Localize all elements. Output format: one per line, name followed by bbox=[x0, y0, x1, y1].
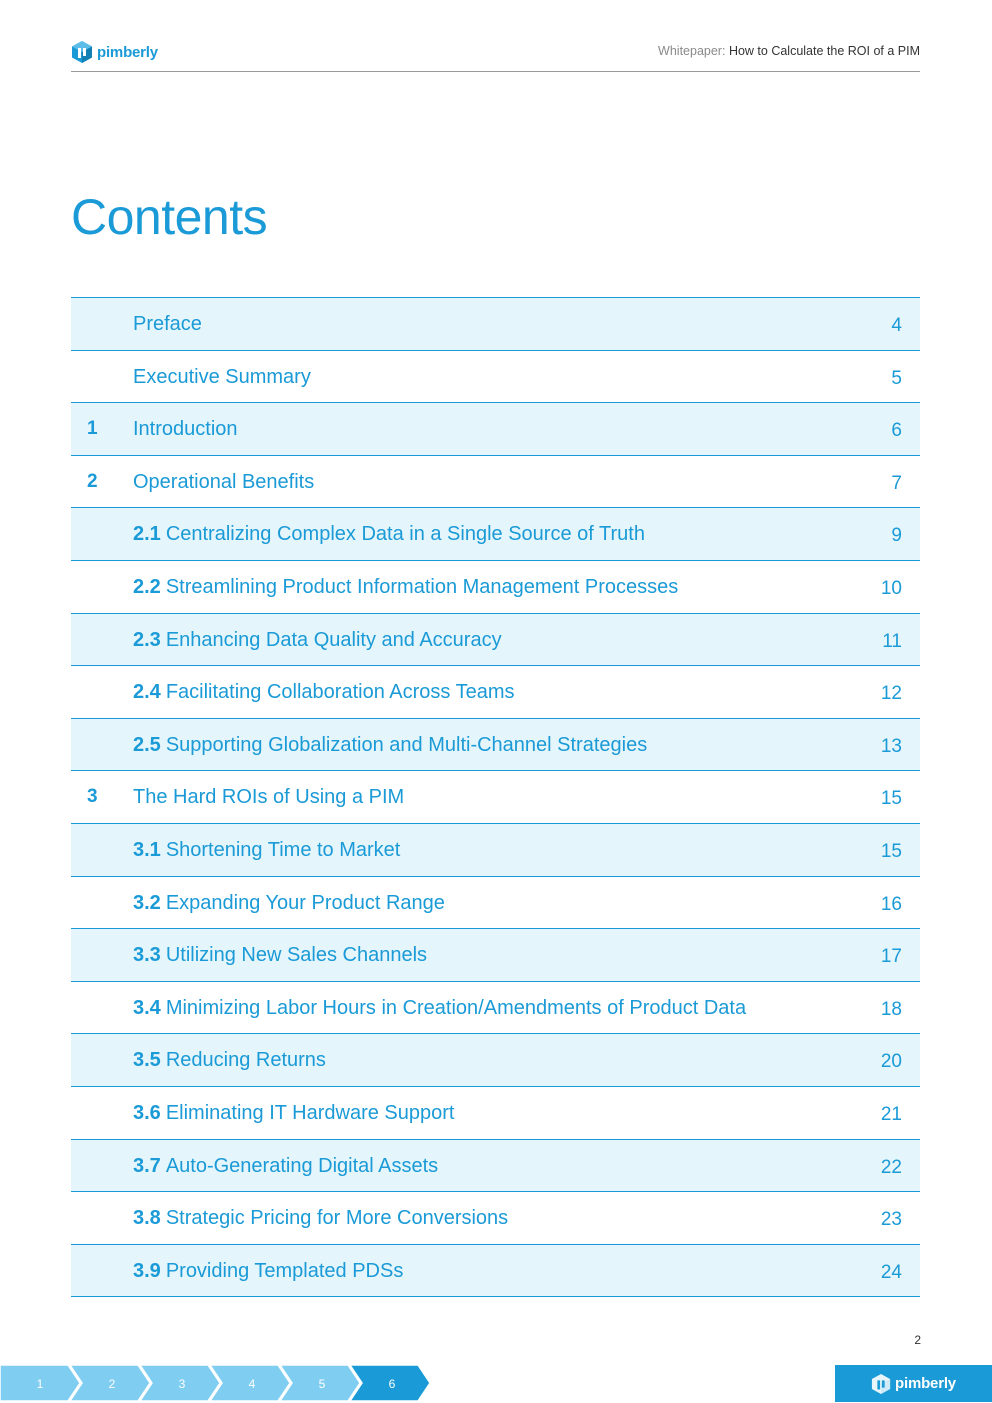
toc-row[interactable] bbox=[71, 824, 920, 877]
toc-page-number: 20 bbox=[880, 1051, 902, 1073]
toc-page-number: 4 bbox=[891, 315, 902, 336]
header-brand: pimberly bbox=[97, 43, 158, 61]
toc-entry-label[interactable] bbox=[133, 1192, 508, 1244]
toc-subsection-number: 2.1 bbox=[133, 523, 161, 546]
toc-entry-label[interactable] bbox=[133, 1140, 438, 1192]
toc-subsection-number: 2.2 bbox=[133, 575, 161, 598]
toc-row[interactable] bbox=[71, 508, 920, 561]
toc-row[interactable] bbox=[71, 561, 920, 614]
toc-row[interactable] bbox=[71, 1192, 920, 1245]
header-logo[interactable] bbox=[71, 40, 158, 64]
table-of-contents bbox=[71, 297, 920, 1297]
toc-row[interactable] bbox=[71, 351, 920, 404]
toc-entry-label[interactable] bbox=[133, 1245, 403, 1297]
toc-entry-text: Auto-Generating Digital Assets bbox=[165, 1154, 439, 1177]
toc-subsection-number: 3.2 bbox=[133, 891, 161, 914]
toc-entry-label[interactable] bbox=[133, 666, 515, 718]
toc-page-number: 22 bbox=[880, 1156, 902, 1178]
toc-entry-text: Centralizing Complex Data in a Single Source of Truth bbox=[165, 523, 645, 546]
nav-step-label: 3 bbox=[178, 1377, 186, 1391]
toc-subsection-number: 2.3 bbox=[133, 628, 161, 651]
toc-row[interactable] bbox=[71, 403, 920, 456]
toc-row[interactable] bbox=[71, 1140, 920, 1193]
toc-section-number: 2 bbox=[87, 470, 98, 492]
toc-page-number: 6 bbox=[891, 420, 902, 442]
toc-entry-text: Expanding Your Product Range bbox=[165, 891, 445, 914]
section-nav bbox=[0, 1365, 440, 1401]
footer-brand: pimberly bbox=[895, 1375, 956, 1392]
toc-row[interactable] bbox=[71, 877, 920, 930]
toc-page-number: 21 bbox=[880, 1103, 902, 1125]
toc-page-number: 9 bbox=[891, 525, 902, 547]
toc-entry-text: Reducing Returns bbox=[165, 1049, 326, 1072]
toc-row[interactable] bbox=[71, 1034, 920, 1087]
toc-entry-label[interactable] bbox=[133, 824, 400, 876]
toc-row[interactable] bbox=[71, 298, 920, 351]
toc-page-number: 11 bbox=[882, 630, 902, 652]
toc-entry-label[interactable] bbox=[133, 1034, 326, 1086]
toc-entry-label[interactable] bbox=[133, 456, 314, 508]
toc-entry-text: Executive Summary bbox=[133, 365, 311, 388]
toc-subsection-number: 3.5 bbox=[133, 1049, 161, 1072]
toc-section-number: 1 bbox=[87, 418, 98, 440]
toc-entry-text: Minimizing Labor Hours in Creation/Amendments of Product Data bbox=[165, 996, 747, 1019]
toc-subsection-number: 3.6 bbox=[133, 1101, 161, 1124]
toc-entry-text: Facilitating Collaboration Across Teams bbox=[165, 681, 515, 704]
toc-page-number: 5 bbox=[891, 367, 902, 389]
toc-entry-label[interactable] bbox=[133, 719, 647, 771]
toc-entry-text: Providing Templated PDSs bbox=[165, 1259, 404, 1282]
toc-entry-text: The Hard ROIs of Using a PIM bbox=[133, 786, 405, 809]
header-document-title bbox=[658, 44, 920, 58]
nav-step-6[interactable] bbox=[350, 1365, 432, 1401]
toc-entry-text: Supporting Globalization and Multi-Channel Strategies bbox=[165, 733, 648, 756]
nav-step-label: 5 bbox=[318, 1377, 326, 1391]
toc-row[interactable] bbox=[71, 614, 920, 667]
toc-entry-label[interactable] bbox=[133, 929, 427, 981]
toc-page-number: 23 bbox=[880, 1209, 902, 1231]
toc-row[interactable] bbox=[71, 982, 920, 1035]
toc-page-number: 18 bbox=[880, 998, 902, 1020]
toc-row[interactable] bbox=[71, 1087, 920, 1140]
toc-entry-label[interactable] bbox=[133, 1087, 454, 1139]
nav-step-label: 4 bbox=[248, 1377, 256, 1391]
toc-section-number: 3 bbox=[87, 786, 98, 808]
toc-entry-label[interactable] bbox=[133, 982, 746, 1034]
toc-subsection-number: 3.1 bbox=[133, 838, 161, 861]
toc-entry-label[interactable] bbox=[133, 351, 311, 403]
toc-row[interactable] bbox=[71, 1245, 920, 1298]
toc-subsection-number: 3.9 bbox=[133, 1259, 161, 1282]
toc-entry-label[interactable] bbox=[133, 614, 502, 666]
toc-entry-label[interactable] bbox=[133, 403, 238, 455]
toc-entry-label[interactable] bbox=[133, 877, 445, 929]
toc-page-number: 13 bbox=[880, 735, 902, 757]
toc-subsection-number: 2.5 bbox=[133, 733, 161, 756]
toc-entry-text: Shortening Time to Market bbox=[165, 838, 401, 861]
toc-entry-text: Streamlining Product Information Management Processes bbox=[165, 575, 679, 598]
toc-page-number: 24 bbox=[880, 1261, 902, 1283]
footer-logo[interactable] bbox=[835, 1365, 992, 1402]
header-doc-type: Whitepaper: bbox=[658, 44, 726, 58]
toc-entry-text: Eliminating IT Hardware Support bbox=[165, 1101, 455, 1124]
toc-row[interactable] bbox=[71, 666, 920, 719]
toc-entry-label[interactable] bbox=[133, 508, 645, 560]
toc-subsection-number: 3.3 bbox=[133, 944, 161, 967]
toc-entry-label[interactable] bbox=[133, 298, 202, 350]
toc-subsection-number: 2.4 bbox=[133, 681, 161, 704]
nav-step-label: 2 bbox=[108, 1377, 116, 1391]
toc-row[interactable] bbox=[71, 456, 920, 509]
pimberly-cube-icon bbox=[71, 40, 93, 64]
nav-step-label: 6 bbox=[388, 1377, 396, 1391]
header-doc-title: How to Calculate the ROI of a PIM bbox=[728, 44, 920, 58]
toc-entry-text: Introduction bbox=[133, 418, 238, 441]
page-title: Contents bbox=[71, 189, 268, 245]
toc-subsection-number: 3.8 bbox=[133, 1207, 161, 1230]
nav-step-label: 1 bbox=[36, 1377, 44, 1391]
toc-entry-label[interactable] bbox=[133, 561, 678, 613]
toc-entry-text: Preface bbox=[133, 313, 202, 335]
toc-page-number: 15 bbox=[880, 788, 902, 810]
toc-page-number: 16 bbox=[880, 893, 902, 915]
toc-entry-text: Utilizing New Sales Channels bbox=[165, 944, 428, 967]
toc-entry-text: Operational Benefits bbox=[133, 470, 315, 493]
toc-entry-text: Enhancing Data Quality and Accuracy bbox=[165, 628, 502, 651]
toc-page-number: 15 bbox=[880, 840, 902, 862]
toc-entry-label[interactable] bbox=[133, 771, 404, 823]
page-number: 2 bbox=[914, 1333, 921, 1347]
pimberly-cube-icon bbox=[871, 1373, 891, 1395]
page-header bbox=[71, 38, 920, 72]
toc-page-number: 10 bbox=[880, 577, 902, 599]
toc-subsection-number: 3.4 bbox=[133, 996, 161, 1019]
toc-row[interactable] bbox=[71, 929, 920, 982]
toc-row[interactable] bbox=[71, 719, 920, 772]
toc-entry-text: Strategic Pricing for More Conversions bbox=[165, 1207, 509, 1230]
toc-page-number: 7 bbox=[891, 472, 902, 494]
toc-page-number: 12 bbox=[880, 683, 902, 705]
toc-page-number: 17 bbox=[880, 946, 902, 968]
toc-row[interactable] bbox=[71, 771, 920, 824]
toc-subsection-number: 3.7 bbox=[133, 1154, 161, 1177]
